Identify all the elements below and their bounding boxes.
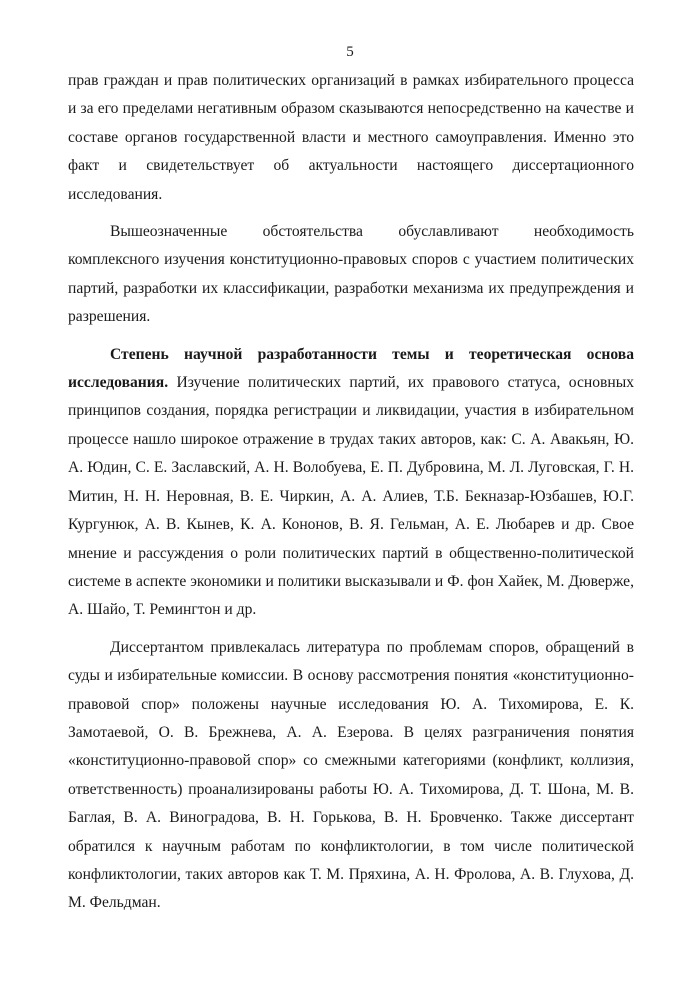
paragraph-research-degree xyxy=(68,341,634,625)
paragraph-text: прав граждан и прав политических организаций в рамках избирательного процесса и за его пределами негативным образом сказываются непосредственно на качестве и составе органов государственной власти и местного самоуправления. Именно это факт и свидетельствует об актуальности настоящего диссертационного исследования. xyxy=(68,72,634,203)
paragraph-continuation xyxy=(68,67,634,209)
paragraph-circumstances xyxy=(68,218,634,332)
section-heading: Степень научной разработанности темы и теоретическая основа исследования. xyxy=(68,345,634,392)
paragraph-text: Вышеозначенные обстоятельства обуславливают необходимость комплексного изучения конституционно-правовых споров с участием политических партий, разработки их классификации, разработки механизма их предупреждения и разрешения. xyxy=(68,223,634,326)
paragraph-text: Изучение политических партий, их правового статуса, основных принципов создания, порядка регистрации и ликвидации, участия в избирательном процессе нашло широкое отражение в трудах таких авторов, как: С. А. Авакьян, Ю. А. Юдин, С. Е. Заславский, А. Н. Волобуева, Е. П. Дубровина, М. Л. Луговская, Г. Н. Митин, Н. Н. Неровная, В. Е. Чиркин, А. А. Алиев, Т.Б. Бекназар-Юзбашев, Ю.Г. Кургунюк, А. В. Кынев, К. А. Кононов, В. Я. Гельман, А. Е. Любарев и др. Свое мнение и рассуждения о роли политических партий в общественно-политической системе в аспекте экономики и политики высказывали и Ф. фон Хайек, М. Дюверже, А. Шайо, Т. Ремингтон и др. xyxy=(68,374,634,619)
paragraph-literature xyxy=(68,634,634,918)
paragraph-text: Диссертантом привлекалась литература по проблемам споров, обращений в суды и избирательные комиссии. В основу рассмотрения понятия «конституционно-правовой спор» положены научные исследования Ю. А. Тихомирова, Е. К. Замотаевой, О. В. Брежнева, А. А. Езерова. В целях разграничения понятия «конституционно-правовой спор» со смежными категориями (конфликт, коллизия, ответственность) проанализированы работы Ю. А. Тихомирова, Д. Т. Шона, М. В. Баглая, В. А. Виноградова, В. Н. Горькова, В. Н. Бровченко. Также диссертант обратился к научным работам по конфликтологии, в том числе политической конфликтологии, таких авторов как Т. М. Пряхина, А. Н. Фролова, А. В. Глухова, Д. М. Фельдман. xyxy=(68,638,634,912)
document-body xyxy=(68,67,634,918)
page-number: 5 xyxy=(346,44,354,60)
